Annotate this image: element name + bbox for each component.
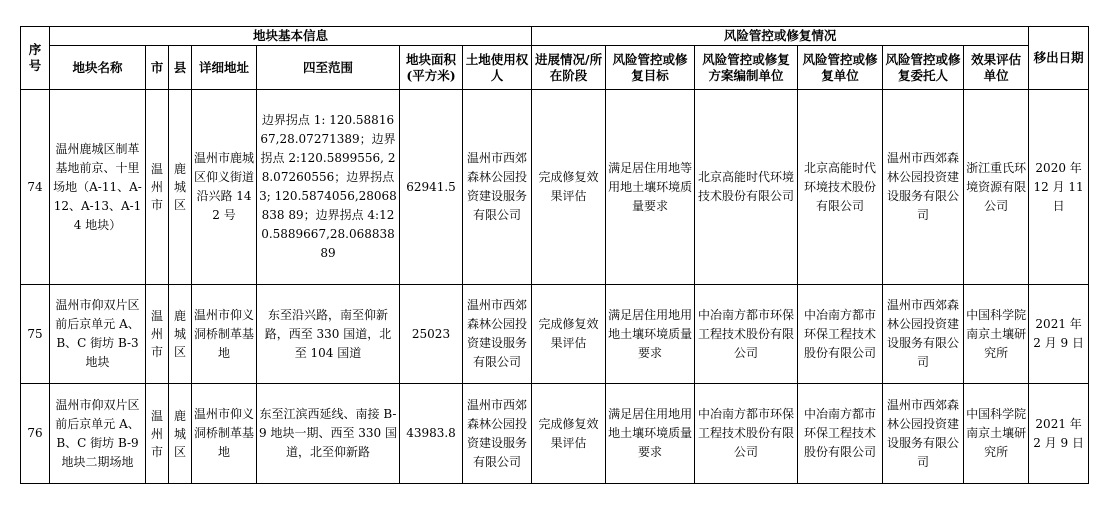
cell-seq: 75 xyxy=(21,285,50,384)
cell-site-name: 温州鹿城区制革基地前京、十里场地（A-11、A-12、A-13、A-14 地块） xyxy=(50,90,146,285)
cell-boundary: 东至江滨西延线、南接 B-9 地块一期、西至 330 国道，北至仰新路 xyxy=(257,384,400,484)
cell-area: 43983.8 xyxy=(400,384,463,484)
cell-seq: 74 xyxy=(21,90,50,285)
cell-county: 鹿城区 xyxy=(169,384,192,484)
cell-progress: 完成修复效果评估 xyxy=(532,384,606,484)
header-client: 风险管控或修复委托人 xyxy=(883,46,964,90)
cell-city: 温州市 xyxy=(146,384,169,484)
cell-seq: 76 xyxy=(21,384,50,484)
cell-repair-unit: 中冶南方都市环保工程技术股份有限公司 xyxy=(798,384,883,484)
table-row xyxy=(21,285,1089,384)
cell-repair-unit: 北京高能时代环境技术股份有限公司 xyxy=(798,90,883,285)
header-evaluator: 效果评估单位 xyxy=(964,46,1029,90)
cell-owner: 温州市西郊森林公园投资建设服务有限公司 xyxy=(463,90,532,285)
table-row xyxy=(21,90,1089,285)
cell-client: 温州市西郊森林公园投资建设服务有限公司 xyxy=(883,90,964,285)
cell-client: 温州市西郊森林公园投资建设服务有限公司 xyxy=(883,285,964,384)
cell-client: 温州市西郊森林公园投资建设服务有限公司 xyxy=(883,384,964,484)
cell-county: 鹿城区 xyxy=(169,90,192,285)
cell-removal-date: 2021 年 2 月 9 日 xyxy=(1029,384,1089,484)
cell-removal-date: 2021 年 2 月 9 日 xyxy=(1029,285,1089,384)
cell-progress: 完成修复效果评估 xyxy=(532,90,606,285)
cell-evaluator: 中国科学院南京土壤研究所 xyxy=(964,285,1029,384)
header-target: 风险管控或修复目标 xyxy=(606,46,695,90)
cell-evaluator: 中国科学院南京土壤研究所 xyxy=(964,384,1029,484)
site-remediation-table xyxy=(20,26,1089,484)
cell-area: 62941.5 xyxy=(400,90,463,285)
cell-owner: 温州市西郊森林公园投资建设服务有限公司 xyxy=(463,384,532,484)
header-group-risk-control: 风险管控或修复情况 xyxy=(532,27,1029,46)
header-seq: 序号 xyxy=(21,27,50,90)
cell-address: 温州市仰义洞桥制革基地 xyxy=(192,384,257,484)
header-repair-unit: 风险管控或修复单位 xyxy=(798,46,883,90)
cell-city: 温州市 xyxy=(146,90,169,285)
header-group-basic-info: 地块基本信息 xyxy=(50,27,532,46)
cell-progress: 完成修复效果评估 xyxy=(532,285,606,384)
header-owner: 土地使用权人 xyxy=(463,46,532,90)
header-area: 地块面积(平方米) xyxy=(400,46,463,90)
cell-evaluator: 浙江重氏环境资源有限公司 xyxy=(964,90,1029,285)
cell-plan-unit: 北京高能时代环境技术股份有限公司 xyxy=(695,90,798,285)
header-site-name: 地块名称 xyxy=(50,46,146,90)
header-plan-unit: 风险管控或修复方案编制单位 xyxy=(695,46,798,90)
header-progress: 进展情况/所在阶段 xyxy=(532,46,606,90)
header-county: 县 xyxy=(169,46,192,90)
cell-owner: 温州市西郊森林公园投资建设服务有限公司 xyxy=(463,285,532,384)
table-row xyxy=(21,384,1089,484)
cell-address: 温州市鹿城区仰义街道沿兴路 142 号 xyxy=(192,90,257,285)
cell-target: 满足居住用地用地土壤环境质量要求 xyxy=(606,285,695,384)
cell-plan-unit: 中冶南方都市环保工程技术股份有限公司 xyxy=(695,285,798,384)
cell-site-name: 温州市仰双片区前后京单元 A、B、C 街坊 B-3 地块 xyxy=(50,285,146,384)
header-address: 详细地址 xyxy=(192,46,257,90)
header-boundary: 四至范围 xyxy=(257,46,400,90)
cell-county: 鹿城区 xyxy=(169,285,192,384)
cell-site-name: 温州市仰双片区前后京单元 A、B、C 街坊 B-9 地块二期场地 xyxy=(50,384,146,484)
cell-removal-date: 2020 年 12 月 11 日 xyxy=(1029,90,1089,285)
cell-target: 满足居住用地等用地土壤环境质量要求 xyxy=(606,90,695,285)
header-city: 市 xyxy=(146,46,169,90)
header-removal-date: 移出日期 xyxy=(1029,27,1089,90)
cell-boundary: 边界拐点 1: 120.5881667,28.07271389；边界拐点 2:120.5899556, 28.07260556；边界拐点 3; 120.5874056,28068838 89；边界拐点 4:120.5889667,28.06883889 xyxy=(257,90,400,285)
cell-address: 温州市仰义洞桥制革基地 xyxy=(192,285,257,384)
cell-boundary: 东至沿兴路，南至仰新路，西至 330 国道，北至 104 国道 xyxy=(257,285,400,384)
cell-city: 温州市 xyxy=(146,285,169,384)
cell-plan-unit: 中冶南方都市环保工程技术股份有限公司 xyxy=(695,384,798,484)
cell-target: 满足居住用地用地土壤环境质量要求 xyxy=(606,384,695,484)
cell-area: 25023 xyxy=(400,285,463,384)
cell-repair-unit: 中冶南方都市环保工程技术股份有限公司 xyxy=(798,285,883,384)
